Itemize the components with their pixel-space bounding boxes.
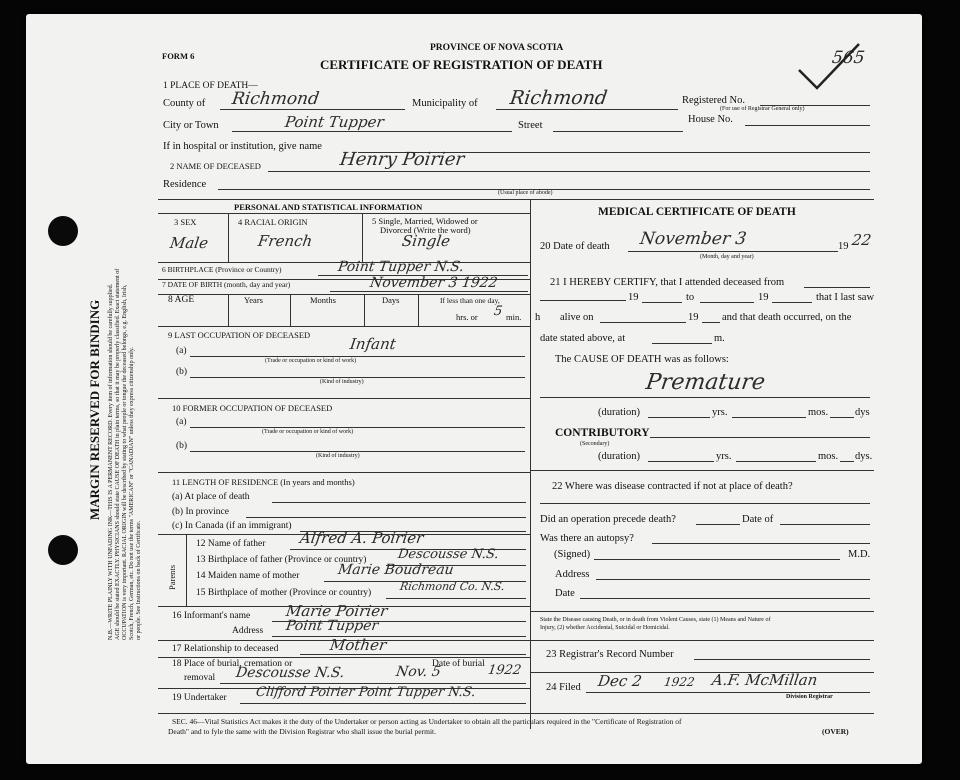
personal-heading: PERSONAL AND STATISTICAL INFORMATION	[234, 202, 423, 212]
burial-year-value: 1922	[486, 663, 523, 678]
lessday-min-label: min.	[506, 312, 522, 322]
signed-label: (Signed)	[554, 549, 591, 560]
registered-label: Registered No.	[682, 95, 745, 106]
former-a-note: (Trade or occupation or kind of work)	[262, 429, 354, 435]
registrar-signature: A.F. McMillan	[710, 671, 819, 689]
date-m: m.	[714, 333, 725, 344]
place-heading: 1 PLACE OF DEATH—	[163, 81, 258, 91]
deceased-name-value: Henry Poirier	[338, 149, 466, 170]
death-year-value: 22	[850, 231, 873, 249]
footer-line-1: SEC. 46—Vital Statistics Act makes it the duty of the Undertaker or person acting as Undertaker to obtain all the particulars required in the "Certificate of Registration of	[172, 717, 682, 726]
marital-value: Single	[400, 232, 452, 250]
dys-2: dys.	[855, 451, 873, 462]
relationship-value: Mother	[328, 636, 388, 654]
street-label: Street	[518, 120, 543, 131]
burial-label-1: 18 Place of burial, cremation or	[172, 659, 293, 669]
informant-address-value: Point Tupper	[284, 618, 380, 634]
informant-address-label: Address	[232, 626, 264, 636]
contributory-label: CONTRIBUTORY	[555, 427, 650, 439]
death-date-value: November 3	[638, 229, 748, 249]
lessday-min-value: 5	[492, 304, 504, 319]
dob-label: 7 DATE OF BIRTH (month, day and year)	[162, 280, 291, 289]
parents-label: Parents	[167, 564, 177, 590]
relationship-label: 17 Relationship to deceased	[172, 644, 279, 654]
where-contracted-text: 22 Where was disease contracted if not at place of death?	[552, 481, 793, 492]
father-value: Alfred A. Poirier	[298, 529, 425, 547]
municipality-value: Richmond	[508, 87, 609, 109]
city-value: Point Tupper	[283, 113, 386, 131]
marital-label-1: 5 Single, Married, Widowed or	[372, 216, 478, 226]
certificate-page	[26, 14, 922, 764]
autopsy-label: Was there an autopsy?	[540, 533, 634, 544]
period-year-a: 19	[628, 292, 639, 303]
violent-note-1: State the Disease causing Death, or in death from Violent Causes, state (1) Means and Nature of	[540, 617, 771, 623]
former-label: 10 FORMER OCCUPATION OF DECEASED	[172, 403, 333, 413]
footer-line-2: Death" and to fyle the same with the Division Registrar who shall issue the burial permit.	[168, 727, 437, 736]
death-date-note: (Month, day and year)	[700, 254, 754, 260]
sex-label: 3 SEX	[174, 217, 197, 227]
date-stated-text: date stated above, at	[540, 333, 626, 344]
yrs-1: yrs.	[712, 407, 728, 418]
stamp-number: 565	[830, 48, 866, 68]
racial-label: 4 RACIAL ORIGIN	[238, 217, 308, 227]
checkmark-icon	[795, 40, 865, 95]
duration-label-2: (duration)	[598, 451, 640, 462]
occ-b-marker: (b)	[176, 367, 188, 377]
secondary-label: (Secondary)	[580, 441, 610, 447]
hospital-label: If in hospital or institution, give name	[163, 141, 322, 152]
margin-reserved-label: MARGIN RESERVED FOR BINDING	[87, 299, 102, 520]
province-title: PROVINCE OF NOVA SCOTIA	[430, 43, 564, 53]
over-label: (OVER)	[822, 727, 849, 736]
residence-c-label: (c) In Canada (if an immigrant)	[172, 521, 292, 531]
racial-value: French	[256, 232, 314, 250]
certificate-title: CERTIFICATE OF REGISTRATION OF DEATH	[320, 57, 603, 72]
city-label: City or Town	[163, 120, 219, 131]
burial-label-2: removal	[184, 673, 216, 683]
death-occurred-text: and that death occurred, on the	[722, 312, 852, 323]
doctor-date-label: Date	[555, 588, 575, 599]
former-a-marker: (a)	[176, 417, 187, 427]
occupation-b-note: (Kind of industry)	[320, 379, 364, 385]
residence-note: (Usual place of abode)	[498, 190, 553, 196]
form-number: FORM 6	[162, 51, 195, 61]
mother-birth-value: Richmond Co. N.S.	[399, 580, 506, 593]
residence-a-label: (a) At place of death	[172, 492, 250, 502]
mother-label: 14 Maiden name of mother	[196, 571, 300, 581]
md-label: M.D.	[848, 549, 871, 560]
months-label: Months	[310, 295, 336, 305]
years-label: Years	[244, 295, 263, 305]
dys-1: dys	[855, 407, 870, 418]
former-b-note: (Kind of industry)	[316, 453, 360, 459]
burial-date-value: Nov. 5	[394, 664, 442, 680]
filed-year: 1922	[663, 675, 696, 689]
margin-notice: N.B.—WRITE PLAINLY WITH UNFADING INK—THIS IS A PERMANENT RECORD. Every item of information should be carefully supplied. AGE should be stated EXACTLY. PHYSICIANS should state CAUSE OF DEATH in plain terms, so that it may be properly classified. Exact statement of OCCUPATION is very important. RACIAL ORIGIN will be described by stating to what people or tongue the deceased belongs, e.g. English, Irish, Scotch, French, German, etc. Do not use the terms "AMERICAN" or "CANADIAN" unless they express citizenship only. or people. See Instructions on back of Certificate.	[108, 268, 142, 640]
father-label: 12 Name of father	[196, 539, 266, 549]
doctor-address-label: Address	[555, 569, 590, 580]
occupation-label: 9 LAST OCCUPATION OF DECEASED	[168, 330, 311, 340]
filed-label: 24 Filed	[546, 682, 581, 693]
binding-hole-bottom	[48, 535, 78, 565]
cause-label: The CAUSE OF DEATH was as follows:	[555, 354, 729, 365]
mos-1: mos.	[808, 407, 829, 418]
last-saw-text: that I last saw	[816, 292, 875, 303]
operation-date-label: Date of	[742, 514, 774, 525]
occupation-a-value: Infant	[348, 335, 398, 353]
lessday-label-1: If less than one day,	[440, 296, 500, 305]
cause-value: Premature	[644, 370, 767, 395]
father-birth-label: 13 Birthplace of father (Province or country)	[196, 555, 367, 565]
residence-label: Residence	[163, 179, 207, 190]
father-birth-value: Descousse N.S.	[396, 547, 500, 562]
undertaker-label: 19 Undertaker	[172, 693, 227, 703]
yrs-2: yrs.	[716, 451, 732, 462]
former-b-marker: (b)	[176, 441, 188, 451]
period-year-b: 19	[758, 292, 769, 303]
residence-length-heading: 11 LENGTH OF RESIDENCE (In years and months)	[172, 477, 355, 487]
county-value: Richmond	[230, 89, 321, 109]
informant-label: 16 Informant's name	[172, 611, 251, 621]
occ-a-marker: (a)	[176, 346, 187, 356]
death-year-prefix: 19	[838, 241, 849, 252]
lessday-label-2: hrs. or	[456, 312, 478, 322]
dob-value: November 3 1922	[368, 275, 499, 291]
record-number-label: 23 Registrar's Record Number	[546, 649, 674, 660]
filed-value: Dec 2	[596, 672, 643, 690]
county-label: County of	[163, 98, 206, 109]
mos-2: mos.	[818, 451, 839, 462]
birthplace-label: 6 BIRTHPLACE (Province or Country)	[162, 265, 282, 274]
mother-value: Marie Boudreau	[336, 562, 455, 578]
undertaker-value: Clifford Poirier Point Tupper N.S.	[254, 685, 477, 700]
marital-label-2: Divorced (Write the word)	[380, 225, 471, 235]
mother-birth-label: 15 Birthplace of mother (Province or country)	[196, 588, 372, 598]
burial-date-label: Date of burial	[432, 659, 485, 669]
age-label: 8 AGE	[168, 295, 195, 305]
duration-label-1: (duration)	[598, 407, 640, 418]
alive-h: h	[535, 312, 541, 323]
registrar-label: Division Registrar	[786, 694, 833, 700]
birthplace-value: Point Tupper N.S.	[336, 259, 466, 275]
burial-place-value: Descousse N.S.	[234, 665, 346, 681]
alive-year: 19	[688, 312, 699, 323]
informant-value: Marie Poirier	[284, 602, 389, 620]
operation-label: Did an operation precede death?	[540, 514, 676, 525]
registered-note: (For use of Registrar General only)	[720, 106, 805, 112]
occupation-a-note: (Trade or occupation or kind of work)	[265, 358, 357, 364]
certify-text: 21 I HEREBY CERTIFY, that I attended deceased from	[550, 277, 785, 288]
alive-on-label: alive on	[560, 312, 594, 323]
medical-heading: MEDICAL CERTIFICATE OF DEATH	[598, 206, 796, 218]
period-to: to	[686, 292, 695, 303]
deceased-name-label: 2 NAME OF DECEASED	[170, 161, 261, 171]
residence-b-label: (b) In province	[172, 507, 229, 517]
days-label: Days	[382, 295, 400, 305]
death-date-label: 20 Date of death	[540, 241, 610, 252]
sex-value: Male	[168, 234, 210, 252]
municipality-label: Municipality of	[412, 98, 478, 109]
house-label: House No.	[688, 114, 733, 125]
binding-hole-top	[48, 216, 78, 246]
violent-note-2: Injury, (2) whether Accidental, Suicidal or Homicidal.	[540, 625, 670, 631]
